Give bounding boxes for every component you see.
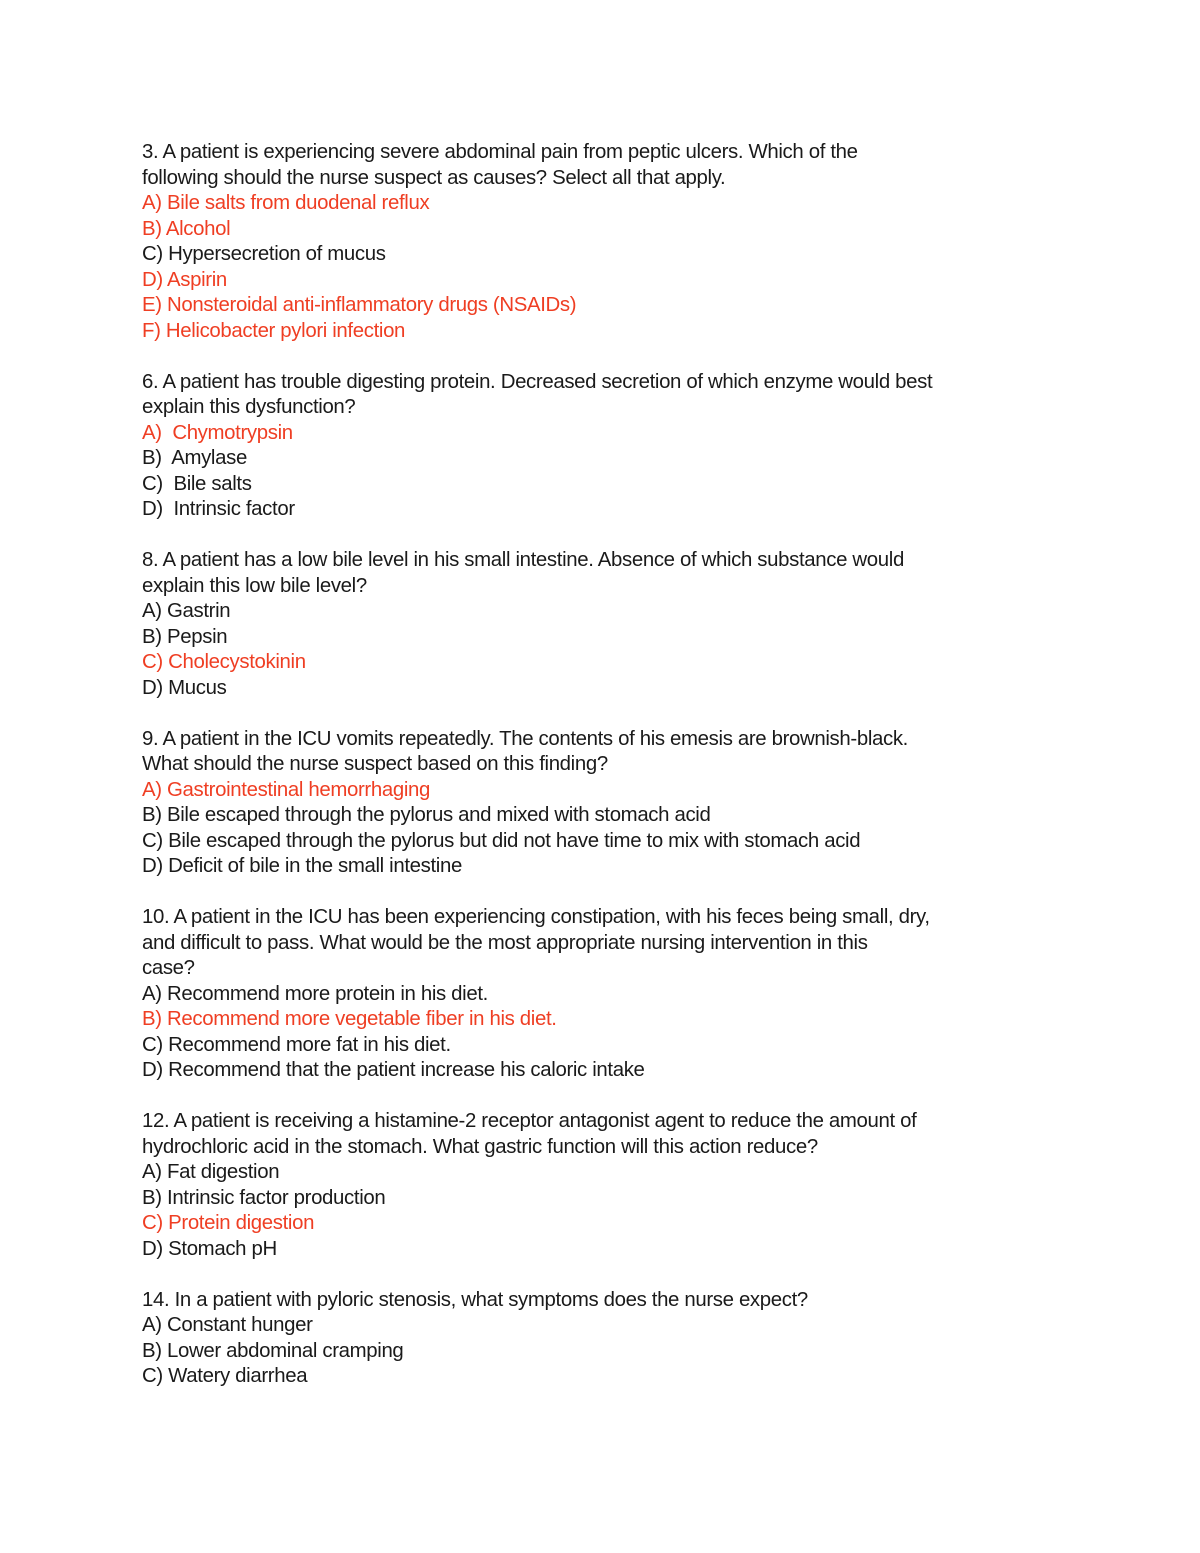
answer-option: C) Watery diarrhea [142, 1365, 308, 1387]
answer-option: C) Protein digestion [142, 1212, 315, 1234]
answer-option: E) Nonsteroidal anti-inflammatory drugs (NSAIDs) [142, 294, 577, 316]
answer-option: D) Recommend that the patient increase his caloric intake [142, 1059, 645, 1081]
answer-option: A) Constant hunger [142, 1314, 313, 1336]
answer-option: B) Pepsin [142, 625, 228, 648]
question-stem-line: 12. A patient is receiving a histamine-2 receptor antagonist agent to reduce the amount of [142, 1110, 917, 1132]
answer-option: B) Intrinsic factor production [142, 1186, 386, 1209]
question-9 [142, 727, 1032, 880]
answer-option: A) Chymotrypsin [142, 421, 293, 444]
answer-option: A) Gastrointestinal hemorrhaging [142, 778, 431, 801]
answer-option: A) Fat digestion [142, 1161, 280, 1183]
question-stem-line: case? [142, 957, 195, 979]
question-stem-line: and difficult to pass. What would be the most appropriate nursing intervention in this [142, 931, 868, 954]
question-6 [142, 370, 1032, 523]
question-stem-line: 14. In a patient with pyloric stenosis, what symptoms does the nurse expect? [142, 1288, 808, 1311]
answer-option: F) Helicobacter pylori infection [142, 319, 406, 342]
question-stem-line: hydrochloric acid in the stomach. What gastric function will this action reduce? [142, 1135, 818, 1158]
question-8 [142, 548, 1032, 701]
question-12 [142, 1109, 1032, 1262]
answer-option: B) Recommend more vegetable fiber in his diet. [142, 1008, 557, 1030]
answer-option: A) Gastrin [142, 600, 231, 622]
question-3 [142, 140, 1032, 344]
answer-option: D) Stomach pH [142, 1237, 277, 1260]
answer-option: D) Deficit of bile in the small intestine [142, 855, 462, 877]
answer-option: C) Cholecystokinin [142, 651, 306, 673]
question-stem-line: What should the nurse suspect based on this finding? [142, 753, 608, 775]
question-stem-line: following should the nurse suspect as causes? Select all that apply. [142, 166, 726, 189]
question-10 [142, 905, 1032, 1084]
page-content [142, 140, 1032, 1415]
answer-option: A) Recommend more protein in his diet. [142, 982, 488, 1005]
answer-option: C) Hypersecretion of mucus [142, 243, 386, 265]
answer-option: B) Amylase [142, 447, 247, 469]
question-stem-line: 3. A patient is experiencing severe abdominal pain from peptic ulcers. Which of the [142, 141, 858, 163]
answer-option: C) Recommend more fat in his diet. [142, 1033, 451, 1056]
question-stem-line: 6. A patient has trouble digesting protein. Decreased secretion of which enzyme would best [142, 370, 933, 393]
question-stem-line: 10. A patient in the ICU has been experiencing constipation, with his feces being small, dry, [142, 906, 930, 928]
answer-option: D) Mucus [142, 676, 227, 699]
answer-option: D) Aspirin [142, 268, 227, 291]
answer-option: C) Bile escaped through the pylorus but did not have time to mix with stomach acid [142, 829, 861, 852]
question-stem-line: 8. A patient has a low bile level in his small intestine. Absence of which substance would [142, 549, 904, 571]
question-14 [142, 1288, 1032, 1390]
question-stem-line: explain this dysfunction? [142, 396, 356, 418]
answer-option: C) Bile salts [142, 472, 252, 495]
answer-option: A) Bile salts from duodenal reflux [142, 192, 430, 214]
question-stem-line: 9. A patient in the ICU vomits repeatedly. The contents of his emesis are brownish-black. [142, 727, 908, 750]
answer-option: B) Alcohol [142, 217, 231, 240]
answer-option: B) Bile escaped through the pylorus and mixed with stomach acid [142, 804, 711, 826]
answer-option: D) Intrinsic factor [142, 498, 295, 520]
question-stem-line: explain this low bile level? [142, 574, 367, 597]
answer-option: B) Lower abdominal cramping [142, 1339, 404, 1362]
